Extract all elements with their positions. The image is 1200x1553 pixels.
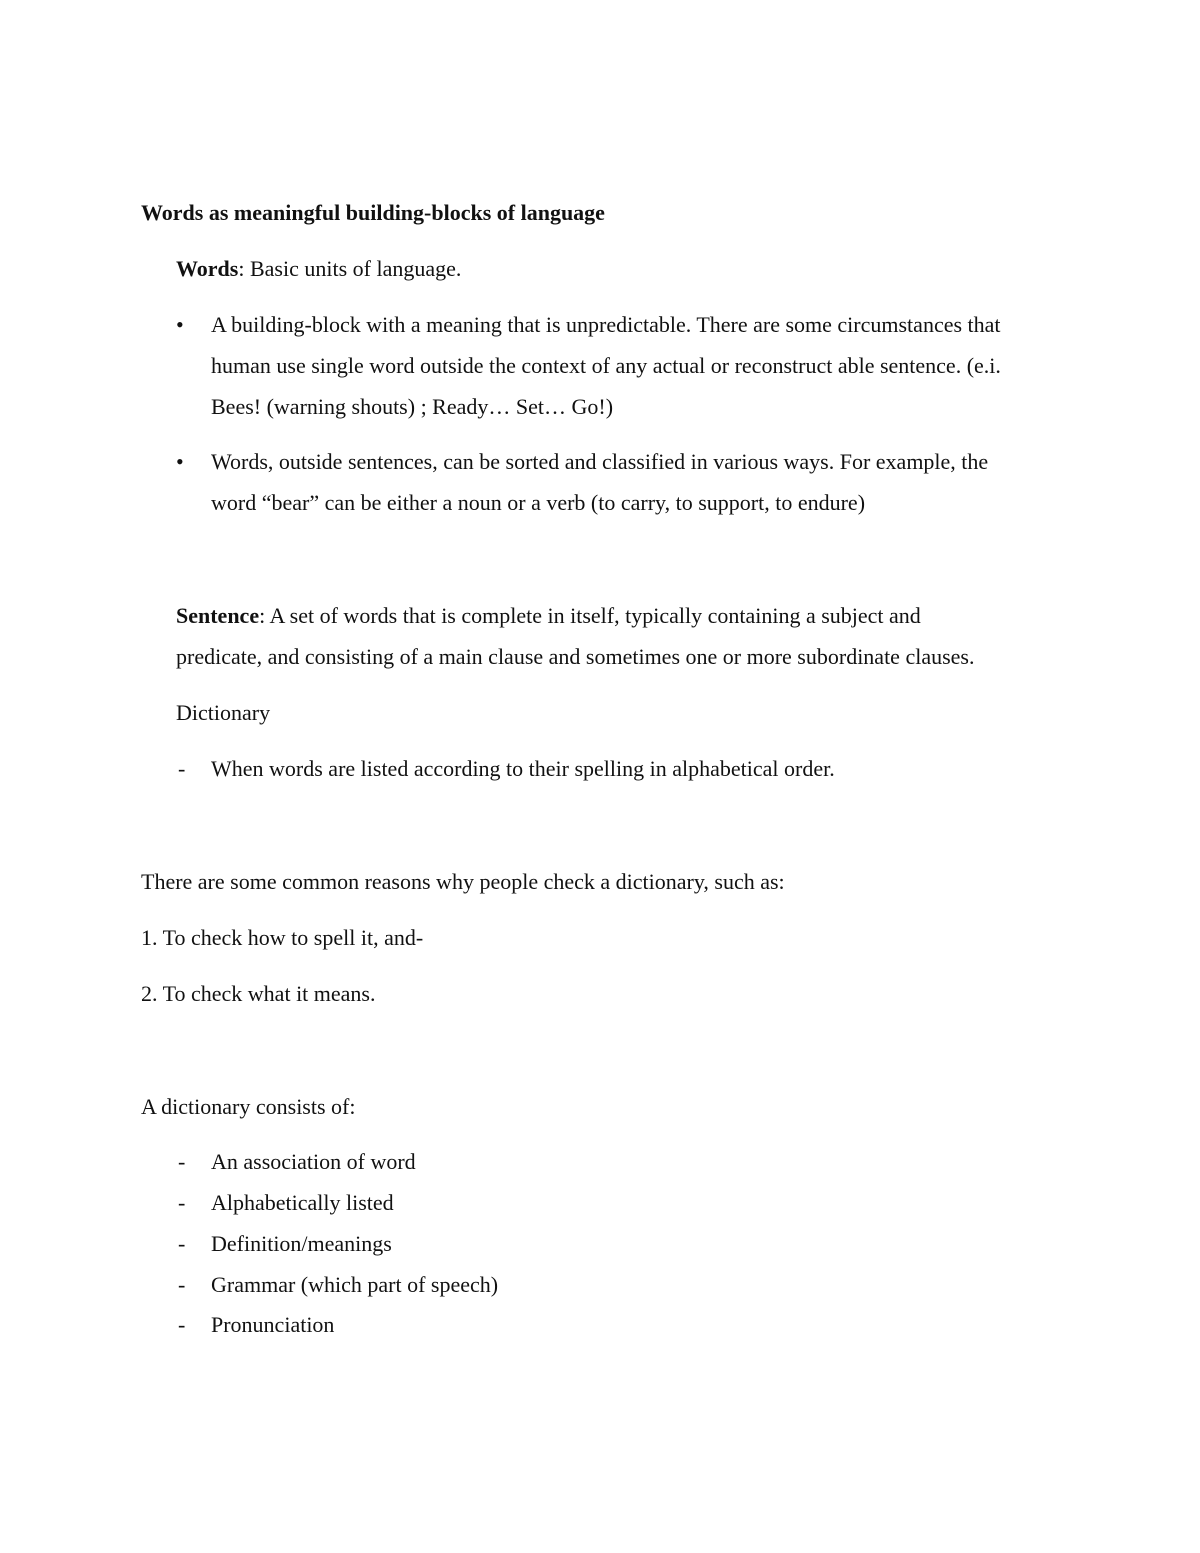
bullet-1-line-1: A building-block with a meaning that is unpredictable. There are some circumstances that bbox=[211, 312, 1001, 337]
consists-item-3: Definition/meanings bbox=[211, 1231, 392, 1256]
dash-marker: - bbox=[178, 1149, 186, 1174]
words-term: Words bbox=[176, 256, 239, 281]
document-title: Words as meaningful building-blocks of language bbox=[141, 200, 605, 225]
bullet-marker: • bbox=[176, 449, 184, 474]
bullet-marker: • bbox=[176, 312, 184, 337]
dash-marker: - bbox=[178, 1190, 186, 1215]
consists-item-2: Alphabetically listed bbox=[211, 1190, 394, 1215]
consists-item-1: An association of word bbox=[211, 1149, 416, 1174]
dash-marker: - bbox=[178, 756, 186, 781]
consists-item-5: Pronunciation bbox=[211, 1312, 335, 1337]
reason-item-1: 1. To check how to spell it, and- bbox=[141, 925, 424, 950]
dictionary-heading: Dictionary bbox=[176, 700, 271, 725]
bullet-1-line-2: human use single word outside the context of any actual or reconstruct able sentence. (e.i. bbox=[211, 353, 1001, 378]
sentence-definition-text: : A set of words that is complete in itself, typically containing a subject and bbox=[259, 603, 921, 628]
sentence-term: Sentence bbox=[176, 603, 260, 628]
bullet-1-line-3: Bees! (warning shouts) ; Ready… Set… Go!) bbox=[211, 394, 614, 419]
reason-item-2: 2. To check what it means. bbox=[141, 981, 376, 1006]
reasons-intro: There are some common reasons why people check a dictionary, such as: bbox=[141, 869, 785, 894]
dictionary-item: When words are listed according to their spelling in alphabetical order. bbox=[211, 756, 835, 781]
bullet-2-line-1: Words, outside sentences, can be sorted and classified in various ways. For example, the bbox=[211, 449, 989, 474]
dash-marker: - bbox=[178, 1312, 186, 1337]
bullet-2-line-2: word “bear” can be either a noun or a verb (to carry, to support, to endure) bbox=[211, 490, 866, 515]
consists-intro: A dictionary consists of: bbox=[141, 1094, 356, 1119]
sentence-definition-line-1 bbox=[176, 603, 921, 629]
words-definition-text: : Basic units of language. bbox=[238, 256, 462, 281]
consists-item-4: Grammar (which part of speech) bbox=[211, 1272, 499, 1297]
words-definition bbox=[176, 256, 461, 282]
dash-marker: - bbox=[178, 1272, 186, 1297]
sentence-definition-line-2: predicate, and consisting of a main clause and sometimes one or more subordinate clauses. bbox=[176, 644, 975, 669]
dash-marker: - bbox=[178, 1231, 186, 1256]
